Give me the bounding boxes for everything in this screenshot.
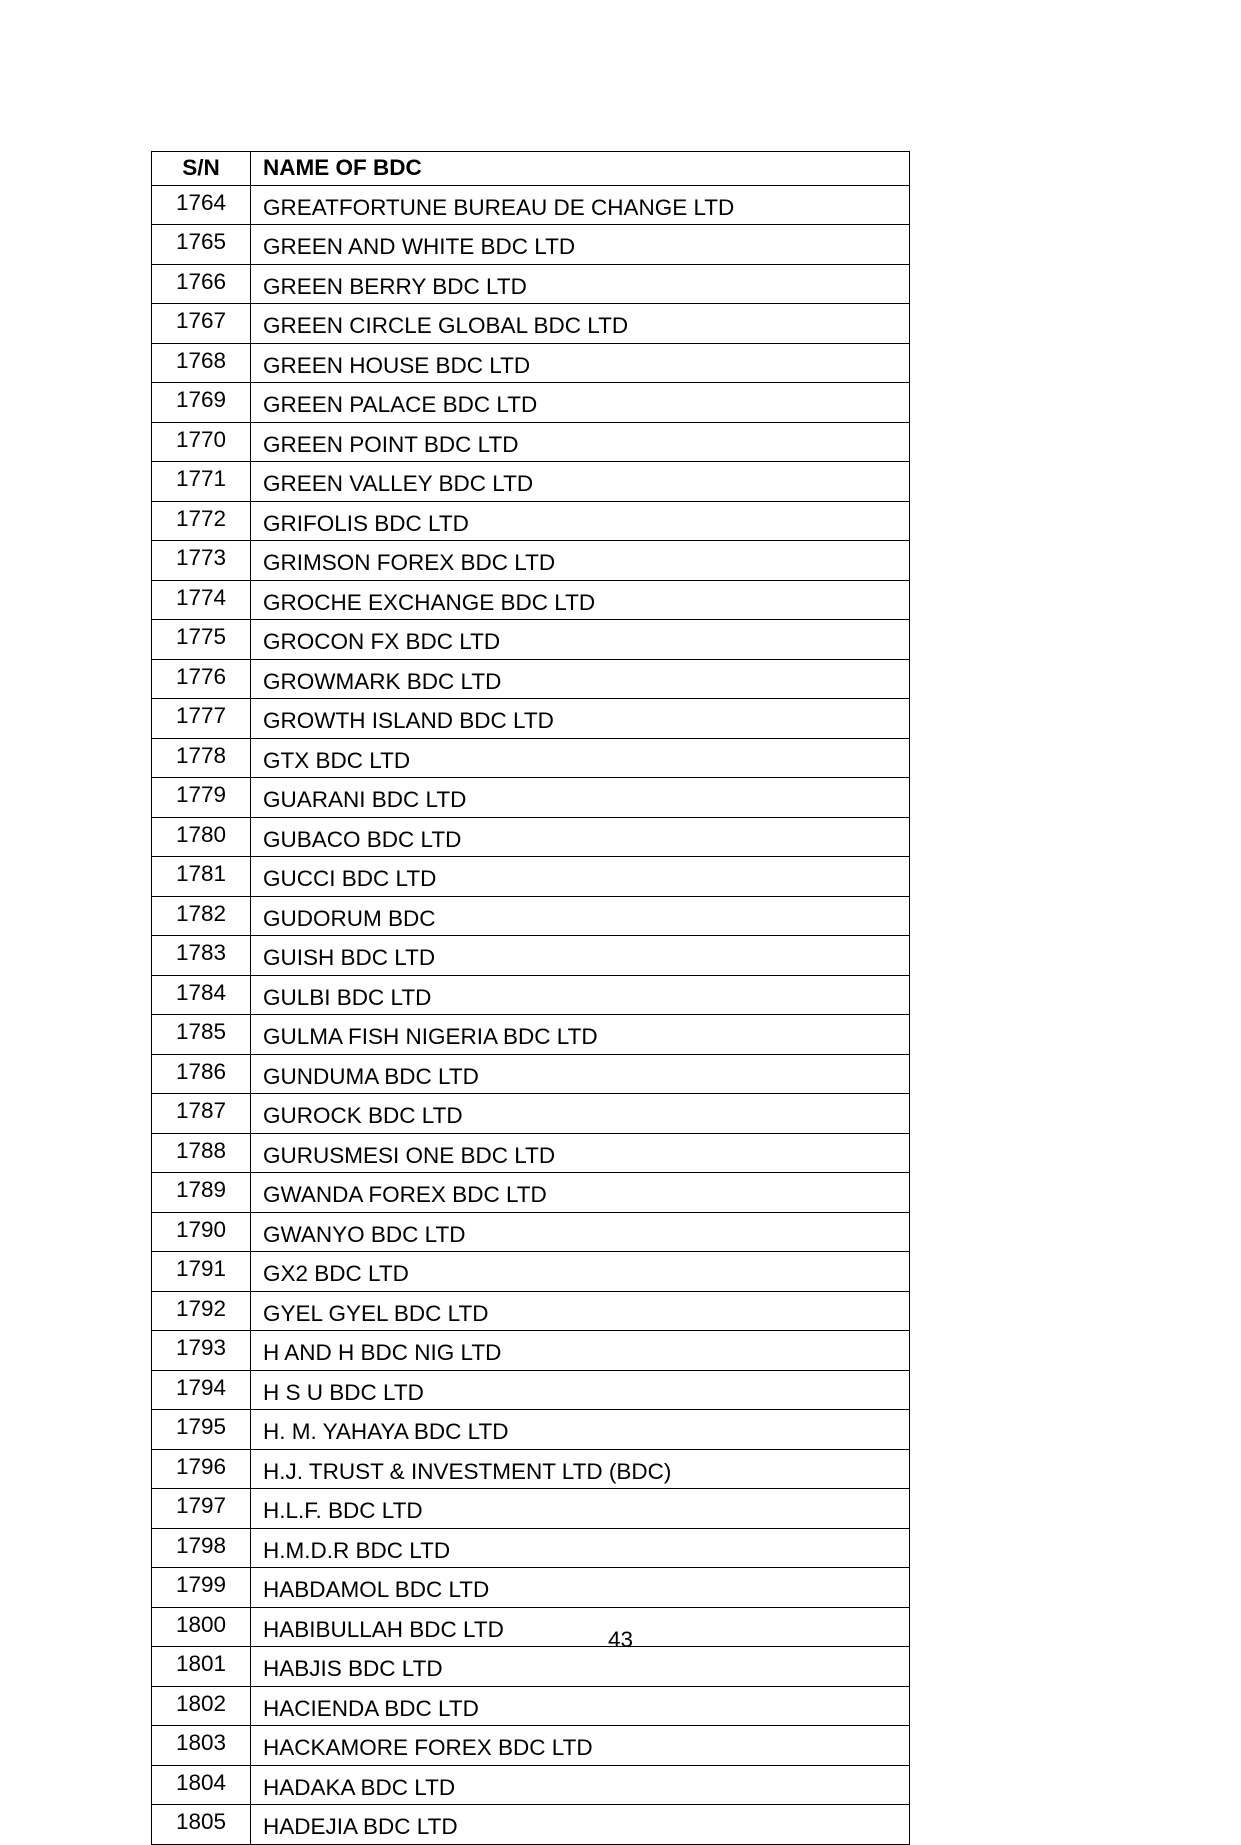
row-sn: 1774	[152, 580, 251, 620]
table-row	[152, 1568, 910, 1608]
table-row	[152, 896, 910, 936]
table-row	[152, 1331, 910, 1371]
row-sn: 1804	[152, 1765, 251, 1805]
row-sn: 1767	[152, 304, 251, 344]
row-name: GWANYO BDC LTD	[251, 1212, 910, 1252]
bdc-table	[151, 151, 910, 1845]
row-sn: 1768	[152, 343, 251, 383]
row-name: GUROCK BDC LTD	[251, 1094, 910, 1134]
row-name: HADEJIA BDC LTD	[251, 1805, 910, 1845]
row-sn: 1805	[152, 1805, 251, 1845]
row-name: GRIMSON FOREX BDC LTD	[251, 541, 910, 581]
row-sn: 1801	[152, 1647, 251, 1687]
row-name: GREATFORTUNE BUREAU DE CHANGE LTD	[251, 185, 910, 225]
header-sn: S/N	[152, 152, 251, 186]
table-row	[152, 1489, 910, 1529]
row-name: GX2 BDC LTD	[251, 1252, 910, 1292]
row-sn: 1769	[152, 383, 251, 423]
table-row	[152, 1765, 910, 1805]
row-name: GULBI BDC LTD	[251, 975, 910, 1015]
row-sn: 1796	[152, 1449, 251, 1489]
table-row	[152, 462, 910, 502]
row-name: GROWMARK BDC LTD	[251, 659, 910, 699]
row-sn: 1802	[152, 1686, 251, 1726]
row-name: GREEN CIRCLE GLOBAL BDC LTD	[251, 304, 910, 344]
table-row	[152, 343, 910, 383]
row-name: GUCCI BDC LTD	[251, 857, 910, 897]
row-sn: 1781	[152, 857, 251, 897]
table-row	[152, 1726, 910, 1766]
table-row	[152, 541, 910, 581]
row-sn: 1766	[152, 264, 251, 304]
row-name: HABJIS BDC LTD	[251, 1647, 910, 1687]
table-row	[152, 1054, 910, 1094]
table-row	[152, 1686, 910, 1726]
row-sn: 1789	[152, 1173, 251, 1213]
row-sn: 1765	[152, 225, 251, 265]
row-sn: 1778	[152, 738, 251, 778]
table-row	[152, 225, 910, 265]
table-row	[152, 501, 910, 541]
row-name: GUARANI BDC LTD	[251, 778, 910, 818]
row-sn: 1771	[152, 462, 251, 502]
row-name: GROWTH ISLAND BDC LTD	[251, 699, 910, 739]
table-row	[152, 1528, 910, 1568]
row-name: GREEN PALACE BDC LTD	[251, 383, 910, 423]
table-row	[152, 1173, 910, 1213]
row-sn: 1780	[152, 817, 251, 857]
row-name: HADAKA BDC LTD	[251, 1765, 910, 1805]
row-name: HABIBULLAH BDC LTD	[251, 1607, 910, 1647]
row-name: HABDAMOL BDC LTD	[251, 1568, 910, 1608]
header-name: NAME OF BDC	[251, 152, 910, 186]
row-name: GUNDUMA BDC LTD	[251, 1054, 910, 1094]
table-row	[152, 1133, 910, 1173]
row-name: H.M.D.R BDC LTD	[251, 1528, 910, 1568]
row-name: GREEN VALLEY BDC LTD	[251, 462, 910, 502]
table-row	[152, 620, 910, 660]
table-row	[152, 975, 910, 1015]
row-name: GUBACO BDC LTD	[251, 817, 910, 857]
row-sn: 1794	[152, 1370, 251, 1410]
row-name: GREEN AND WHITE BDC LTD	[251, 225, 910, 265]
row-name: GWANDA FOREX BDC LTD	[251, 1173, 910, 1213]
row-sn: 1782	[152, 896, 251, 936]
row-sn: 1792	[152, 1291, 251, 1331]
row-name: H.L.F. BDC LTD	[251, 1489, 910, 1529]
table-row	[152, 738, 910, 778]
table-header-row	[152, 152, 910, 186]
row-sn: 1775	[152, 620, 251, 660]
row-name: H S U BDC LTD	[251, 1370, 910, 1410]
row-sn: 1803	[152, 1726, 251, 1766]
table-row	[152, 1805, 910, 1845]
row-sn: 1785	[152, 1015, 251, 1055]
row-sn: 1770	[152, 422, 251, 462]
table-row	[152, 1291, 910, 1331]
table-row	[152, 383, 910, 423]
row-name: GURUSMESI ONE BDC LTD	[251, 1133, 910, 1173]
table-body	[152, 185, 910, 1844]
row-sn: 1793	[152, 1331, 251, 1371]
row-sn: 1777	[152, 699, 251, 739]
table-row	[152, 1252, 910, 1292]
row-sn: 1776	[152, 659, 251, 699]
row-name: GREEN POINT BDC LTD	[251, 422, 910, 462]
table-row	[152, 185, 910, 225]
page-number: 43	[607, 1627, 634, 1652]
table-row	[152, 264, 910, 304]
row-sn: 1795	[152, 1410, 251, 1450]
row-name: HACIENDA BDC LTD	[251, 1686, 910, 1726]
row-sn: 1772	[152, 501, 251, 541]
row-sn: 1797	[152, 1489, 251, 1529]
row-name: GYEL GYEL BDC LTD	[251, 1291, 910, 1331]
table-row	[152, 778, 910, 818]
table-row	[152, 1015, 910, 1055]
table-row	[152, 659, 910, 699]
row-sn: 1798	[152, 1528, 251, 1568]
row-sn: 1790	[152, 1212, 251, 1252]
row-name: H AND H BDC NIG LTD	[251, 1331, 910, 1371]
row-sn: 1800	[152, 1607, 251, 1647]
table-row	[152, 857, 910, 897]
row-sn: 1786	[152, 1054, 251, 1094]
row-name: GROCON FX BDC LTD	[251, 620, 910, 660]
row-sn: 1783	[152, 936, 251, 976]
row-name: GROCHE EXCHANGE BDC LTD	[251, 580, 910, 620]
row-sn: 1779	[152, 778, 251, 818]
table-row	[152, 1212, 910, 1252]
row-sn: 1788	[152, 1133, 251, 1173]
table-row	[152, 699, 910, 739]
row-name: GREEN BERRY BDC LTD	[251, 264, 910, 304]
row-name: GUISH BDC LTD	[251, 936, 910, 976]
table-row	[152, 817, 910, 857]
table-row	[152, 304, 910, 344]
row-name: H.J. TRUST & INVESTMENT LTD (BDC)	[251, 1449, 910, 1489]
row-sn: 1787	[152, 1094, 251, 1134]
table-row	[152, 1410, 910, 1450]
row-name: GREEN HOUSE BDC LTD	[251, 343, 910, 383]
row-sn: 1764	[152, 185, 251, 225]
row-sn: 1784	[152, 975, 251, 1015]
row-name: GTX BDC LTD	[251, 738, 910, 778]
row-name: GUDORUM BDC	[251, 896, 910, 936]
row-name: GRIFOLIS BDC LTD	[251, 501, 910, 541]
row-name: GULMA FISH NIGERIA BDC LTD	[251, 1015, 910, 1055]
table-row	[152, 580, 910, 620]
table-row	[152, 1370, 910, 1410]
row-sn: 1773	[152, 541, 251, 581]
row-sn: 1791	[152, 1252, 251, 1292]
table-row	[152, 1449, 910, 1489]
row-name: HACKAMORE FOREX BDC LTD	[251, 1726, 910, 1766]
row-name: H. M. YAHAYA BDC LTD	[251, 1410, 910, 1450]
table-row	[152, 936, 910, 976]
table-row	[152, 422, 910, 462]
table-row	[152, 1094, 910, 1134]
row-sn: 1799	[152, 1568, 251, 1608]
